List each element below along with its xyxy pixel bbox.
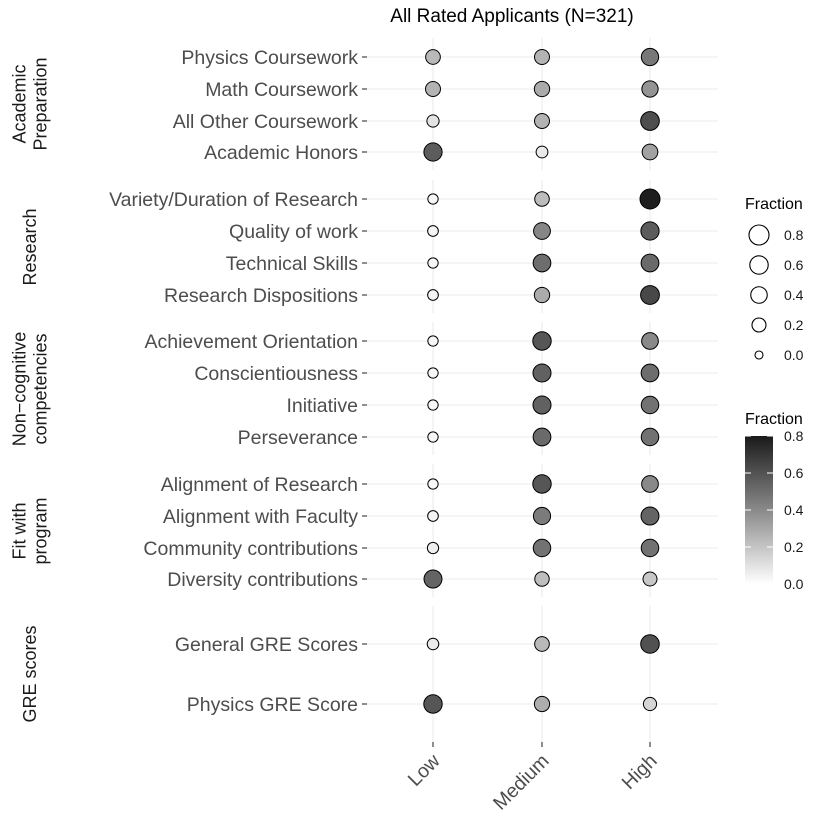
- data-point: [533, 364, 551, 382]
- data-point: [534, 223, 551, 240]
- panel: [365, 606, 718, 742]
- data-point: [641, 286, 660, 305]
- x-tick-label: High: [617, 749, 662, 794]
- data-point: [533, 254, 551, 272]
- y-tick-label: Community contributions: [143, 538, 358, 560]
- data-point: [428, 290, 439, 301]
- data-point: [427, 115, 439, 127]
- x-tick-label: Medium: [488, 749, 554, 815]
- data-point: [428, 479, 438, 489]
- y-tick-label: Research Dispositions: [163, 285, 358, 307]
- y-tick-label: Math Coursework: [205, 79, 358, 101]
- data-point: [533, 332, 551, 350]
- size-legend-label: 0.8: [784, 227, 804, 243]
- data-point: [427, 542, 438, 553]
- data-point: [428, 336, 438, 346]
- y-tick-label: All Other Coursework: [172, 111, 358, 133]
- data-point: [426, 82, 441, 97]
- data-point: [535, 637, 550, 652]
- data-point: [641, 539, 658, 556]
- y-tick-label: Quality of work: [229, 221, 358, 243]
- y-tick-label: Physics GRE Score: [186, 694, 358, 716]
- color-legend-label: 0.6: [784, 465, 804, 481]
- facet-strip-label: AcademicPreparation: [9, 57, 51, 151]
- data-point: [641, 254, 659, 272]
- data-point: [428, 432, 438, 442]
- data-point: [535, 192, 550, 207]
- facet-strip-label: Non−cognitivecompetencies: [9, 331, 51, 447]
- data-point: [533, 475, 551, 493]
- y-tick-label: Alignment with Faculty: [162, 506, 358, 528]
- data-point: [424, 695, 442, 713]
- data-point: [427, 638, 439, 650]
- y-tick-label: Alignment of Research: [160, 474, 358, 496]
- color-legend-label: 0.0: [784, 576, 804, 592]
- facet-strip-labels: [10, 57, 51, 722]
- size-legend-label: 0.4: [784, 287, 804, 303]
- data-point: [641, 222, 659, 240]
- y-tick-label: Initiative: [286, 395, 358, 417]
- data-point: [641, 112, 660, 131]
- data-point: [428, 226, 439, 237]
- color-legend-label: 0.4: [784, 502, 804, 518]
- data-point: [642, 476, 659, 493]
- y-tick-label: Perseverance: [237, 427, 358, 449]
- data-point: [535, 572, 549, 586]
- data-point: [534, 696, 549, 711]
- color-legend-label: 0.2: [784, 539, 804, 555]
- size-legend-title: Fraction: [745, 196, 803, 213]
- size-legend: [745, 196, 804, 363]
- data-point: [533, 507, 550, 524]
- size-legend-key: [751, 287, 767, 303]
- data-point: [641, 396, 658, 413]
- facet-strip-label: Fit withprogram: [9, 497, 51, 565]
- data-point: [642, 333, 659, 350]
- size-legend-label: 0.0: [784, 347, 804, 363]
- data-point: [428, 511, 439, 522]
- y-tick-label: Achievement Orientation: [144, 331, 358, 353]
- chart-title: All Rated Applicants (N=321): [390, 6, 634, 27]
- data-point: [533, 428, 551, 446]
- y-tick-label: General GRE Scores: [174, 634, 358, 656]
- data-point: [642, 144, 658, 160]
- size-legend-key: [750, 256, 768, 274]
- size-legend-label: 0.2: [784, 317, 804, 333]
- data-point: [640, 189, 660, 209]
- x-axis: [404, 742, 662, 815]
- facet-strip-label: Research: [20, 208, 40, 286]
- data-point: [428, 194, 438, 204]
- data-point: [534, 81, 549, 96]
- color-legend-label: 0.8: [784, 428, 804, 444]
- data-point: [533, 396, 551, 414]
- data-point: [533, 539, 550, 556]
- row-labels: [109, 47, 367, 716]
- data-point: [534, 287, 549, 302]
- data-point: [641, 635, 660, 654]
- size-legend-key: [755, 351, 763, 359]
- size-legend-key: [749, 225, 769, 245]
- y-tick-label: Diversity contributions: [167, 569, 358, 591]
- y-tick-label: Variety/Duration of Research: [109, 189, 358, 211]
- y-tick-label: Conscientiousness: [194, 363, 358, 385]
- data-point: [535, 114, 550, 129]
- data-point: [428, 258, 438, 268]
- y-tick-label: Physics Coursework: [181, 47, 358, 69]
- facet-strip-label: GRE scores: [20, 625, 40, 723]
- data-point: [424, 143, 442, 161]
- data-point: [641, 48, 658, 65]
- data-point: [428, 400, 438, 410]
- data-point: [424, 570, 442, 588]
- size-legend-label: 0.6: [784, 257, 804, 273]
- data-point: [643, 572, 657, 586]
- size-legend-key: [752, 318, 766, 332]
- x-tick-label: Low: [403, 749, 445, 791]
- data-point: [643, 697, 656, 710]
- data-point: [642, 81, 658, 97]
- y-tick-label: Academic Honors: [204, 142, 358, 164]
- data-point: [428, 368, 438, 378]
- color-legend-title: Fraction: [745, 411, 803, 428]
- data-point: [535, 50, 550, 65]
- data-point: [641, 428, 658, 445]
- data-point: [641, 507, 659, 525]
- data-point: [426, 50, 441, 65]
- y-tick-label: Technical Skills: [225, 253, 358, 275]
- data-point: [536, 146, 548, 158]
- color-legend: [745, 411, 804, 592]
- data-point: [641, 364, 659, 382]
